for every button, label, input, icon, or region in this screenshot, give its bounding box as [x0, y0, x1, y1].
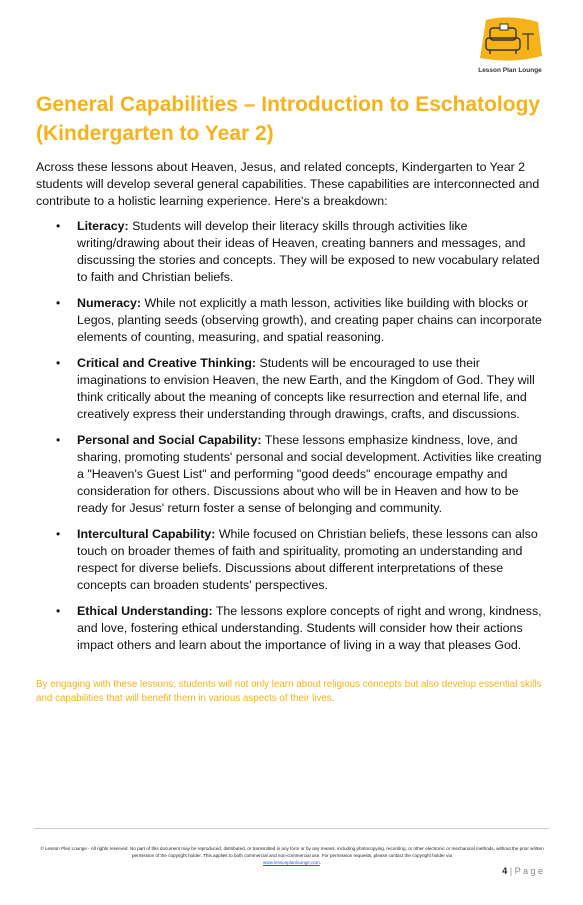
page-label: P a g e	[514, 866, 543, 876]
bullet-text: These lessons emphasize kindness, love, and sharing, promoting students' personal and social development. Activities like creating a "Heaven's Guest List" and performing "good deeds" encourage empathy and consideration for others. Discussions about who will be in Heaven and how to be ready for Jesus' return foster a sense of belonging and community.	[77, 433, 542, 515]
logo-text: Lesson Plan Lounge	[478, 67, 542, 74]
page-title: General Capabilities – Introduction to Eschatology (Kindergarten to Year 2)	[36, 93, 541, 145]
list-item-critical-thinking	[36, 355, 551, 423]
footer-divider	[34, 828, 549, 829]
bullet-heading: Numeracy:	[77, 296, 142, 310]
list-item-literacy	[36, 218, 551, 286]
capabilities-list	[36, 218, 551, 663]
list-item-numeracy	[36, 295, 551, 346]
bullet-heading: Ethical Understanding:	[77, 604, 213, 618]
bullet-icon: •	[56, 296, 61, 310]
list-item-personal-social	[36, 432, 551, 517]
page-number-value: 4	[502, 866, 508, 876]
list-item-intercultural	[36, 526, 551, 594]
page-number	[502, 866, 543, 876]
bullet-heading: Personal and Social Capability:	[77, 433, 262, 447]
copyright-text: © Lesson Plan Lounge - All rights reserved. No part of this document may be reproduced, distributed, or transmitted in any form or by any means, including photocopying, recording, or other electronic or mechanical methods, without the prior written permission of the copyright holder. This applies to both commercial and non-commercial use. For permission requests, please contact the copyright holder via	[40, 846, 544, 858]
bullet-icon: •	[56, 604, 61, 618]
link-suffix: .	[319, 860, 321, 865]
bullet-icon: •	[56, 527, 61, 541]
bullet-text: Students will develop their literacy skills through activities like writing/drawing about their ideas of Heaven, creating banners and messages, and discussing the stories and concepts. They will be exposed to new vocabulary related to faith and Christian beliefs.	[77, 219, 540, 284]
bullet-text: While not explicitly a math lesson, activities like building with blocks or Legos, planting seeds (observing growth), and creating paper chains can incorporate elements of counting, measuring, and spatial reasoning.	[77, 296, 542, 344]
couch-logo-icon	[476, 16, 544, 66]
bullet-heading: Literacy:	[77, 219, 129, 233]
brand-logo	[470, 16, 550, 80]
closing-paragraph: By engaging with these lessons, students will not only learn about religious concepts but also develop essential skills and capabilities that will benefit them in various aspects of their lives.	[36, 679, 542, 704]
bullet-text: While focused on Christian beliefs, these lessons can also touch on broader themes of faith and spirituality, promoting an understanding and respect for diverse beliefs. Discussions about different interpretations of these concepts can broaden students' perspectives.	[77, 527, 538, 592]
bullet-heading: Intercultural Capability:	[77, 527, 216, 541]
bullet-text: The lessons explore concepts of right and wrong, kindness, and love, fostering ethical understanding. Students will consider how their actions impact others and learn about the importance of living in a way that pleases God.	[77, 604, 542, 652]
bullet-icon: •	[56, 219, 61, 233]
bullet-text: Students will be encouraged to use their imaginations to envision Heaven, the new Earth, and the Kingdom of God. They will think critically about the meaning of concepts like resurrection and eternal life, and creatively express their understanding through drawings, crafts, and discussions.	[77, 356, 535, 421]
footer-copyright	[36, 845, 548, 866]
bullet-icon: •	[56, 356, 61, 370]
list-item-ethical	[36, 603, 551, 654]
page-separator: |	[509, 866, 513, 876]
bullet-heading: Critical and Creative Thinking:	[77, 356, 257, 370]
website-link[interactable]: www.lessonplanlounge.com	[263, 860, 320, 865]
bullet-icon: •	[56, 433, 61, 447]
intro-paragraph: Across these lessons about Heaven, Jesus, and related concepts, Kindergarten to Year 2 students will develop several general capabilities. These capabilities are interconnected and contribute to a holistic learning experience. Here's a breakdown:	[36, 160, 540, 208]
